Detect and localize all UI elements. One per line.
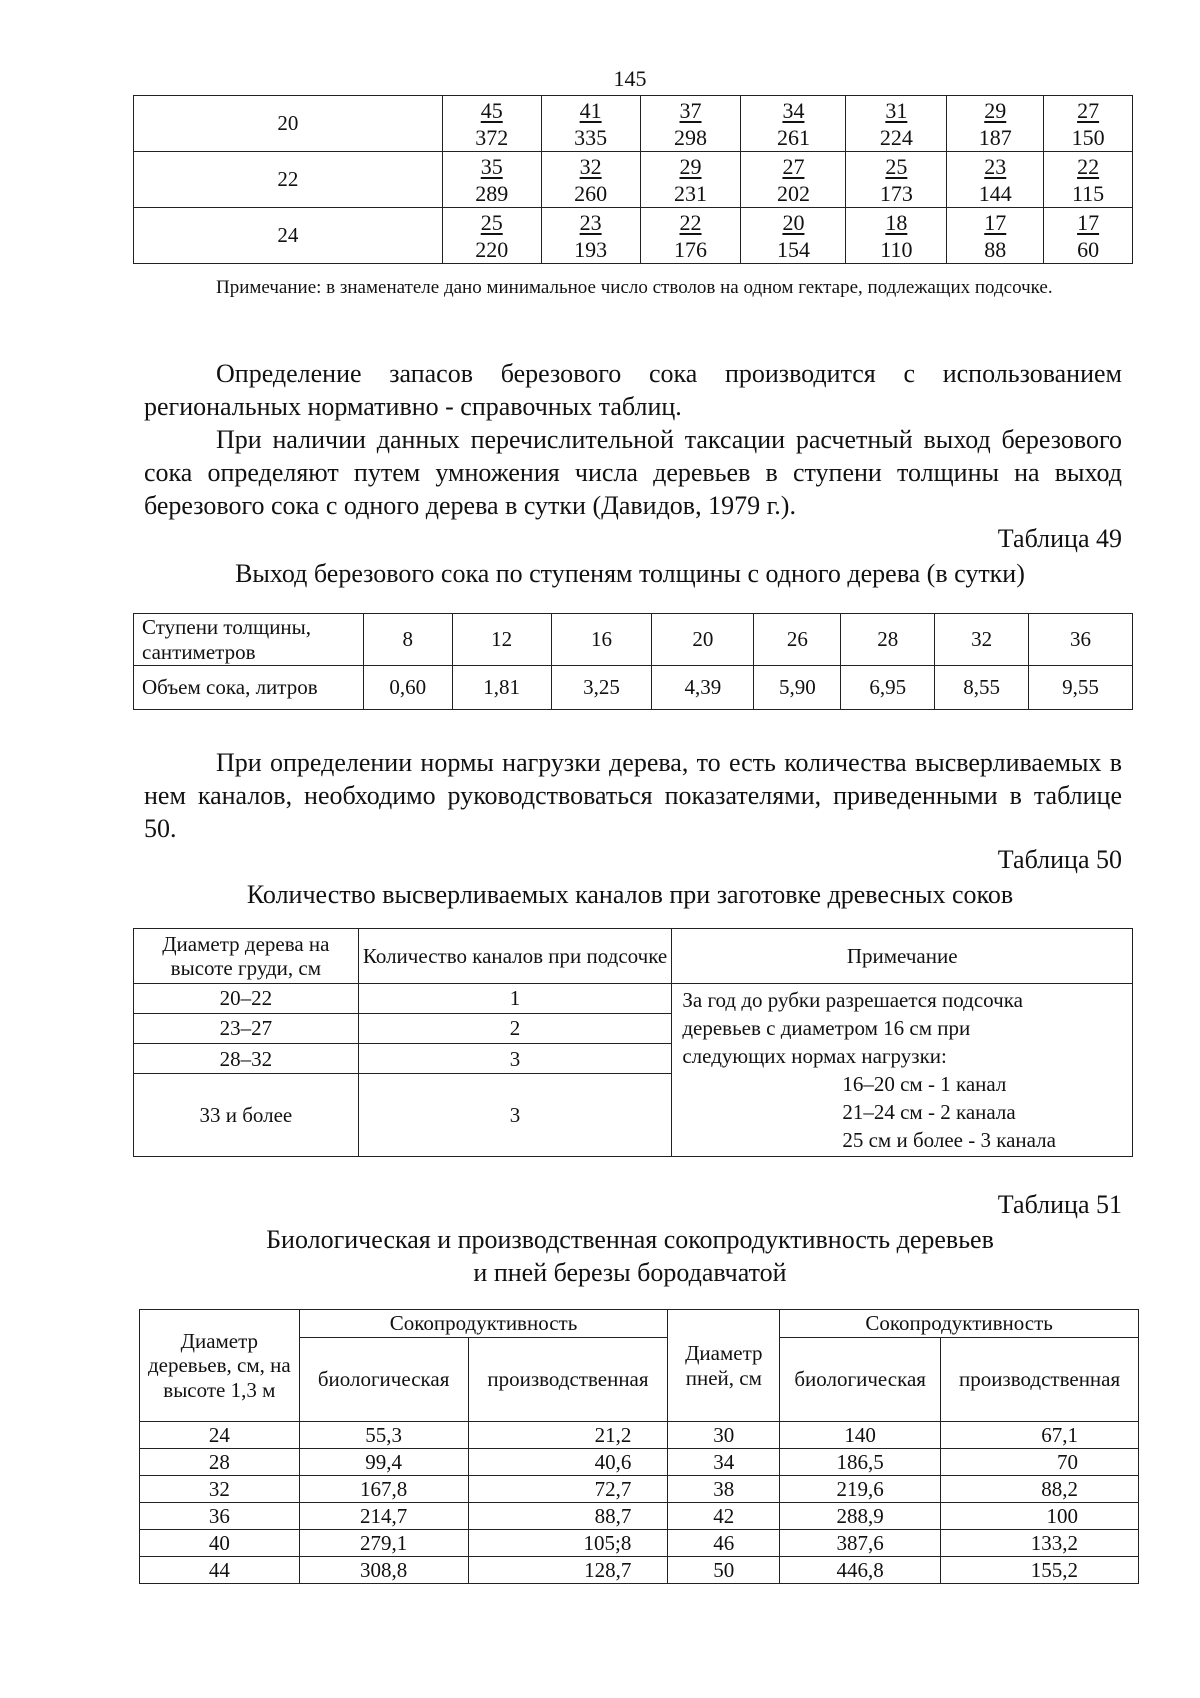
t51-cell: 42 (668, 1503, 780, 1530)
table50-label: Таблица 50 (997, 845, 1122, 874)
t49-volume-cell: 3,25 (551, 666, 652, 710)
t51-cell: 387,6 (780, 1530, 941, 1557)
fraction-denominator: 193 (574, 236, 608, 262)
t50-note-line: 16–20 см - 1 канал (842, 1072, 1007, 1096)
note-text: Примечание: в знаменателе дано минимальное число стволов на одном гектаре, подлежащих подсочке. (216, 277, 1053, 298)
table49-title: Выход березового сока по ступеням толщины с одного дерева (в сутки) (235, 559, 1025, 588)
table-row (140, 1503, 1139, 1530)
table49-label: Таблица 49 (997, 524, 1122, 553)
t51-cell: 88,2 (941, 1476, 1139, 1503)
t51-cell: 40,6 (468, 1449, 668, 1476)
fraction-numerator: 32 (579, 153, 602, 179)
t49-diameter-cell: 36 (1029, 614, 1133, 666)
table-row (140, 1449, 1139, 1476)
table51-label: Таблица 51 (997, 1190, 1122, 1219)
t51-cell: 105;8 (468, 1530, 668, 1557)
fraction-denominator: 176 (674, 236, 708, 262)
fraction-denominator: 187 (978, 124, 1012, 150)
top-table (133, 95, 1133, 264)
t50-note-line: 21–24 см - 2 канала (842, 1100, 1016, 1124)
t49-volume-cell: 4,39 (652, 666, 754, 710)
fraction-denominator: 289 (475, 180, 509, 206)
t51-cell: 28 (140, 1449, 300, 1476)
top-table-fraction-cell (846, 152, 947, 208)
fraction-denominator: 88 (984, 236, 1007, 262)
t51-cell: 100 (941, 1503, 1139, 1530)
fraction-numerator: 41 (579, 97, 602, 123)
fraction-denominator: 154 (776, 236, 810, 262)
fraction-numerator: 20 (782, 209, 805, 235)
top-table-fraction-cell (1044, 152, 1133, 208)
fraction-numerator: 29 (984, 97, 1007, 123)
fraction-denominator: 60 (1077, 236, 1100, 262)
t50-cell: 3 (358, 1044, 672, 1074)
table-row (140, 1530, 1139, 1557)
top-table-row-label: 22 (134, 152, 443, 208)
t51-cell: 36 (140, 1503, 300, 1530)
top-table-fraction-cell (541, 152, 640, 208)
t49-diameter-cell: 12 (452, 614, 551, 666)
t50-header-note: Примечание (672, 929, 1133, 984)
table-note (144, 274, 1122, 302)
top-table-fraction-cell (640, 96, 741, 152)
t50-cell: 23–27 (134, 1014, 359, 1044)
top-table-fraction-cell (846, 96, 947, 152)
t51-cell: 140 (780, 1422, 941, 1449)
t51-cell: 308,8 (299, 1557, 468, 1584)
t51-cell: 155,2 (941, 1557, 1139, 1584)
paragraph-3-text: При определении нормы нагрузки дерева, то есть количества высверливаемых в нем каналов, необходимо руководствоваться показателями, приведенными в таблице 50. (144, 748, 1122, 843)
t51-cell: 133,2 (941, 1530, 1139, 1557)
fraction-denominator: 372 (475, 124, 509, 150)
fraction-denominator: 144 (978, 180, 1012, 206)
top-table-fraction-cell (947, 152, 1044, 208)
t51-cell: 70 (941, 1449, 1139, 1476)
t50-cell: 20–22 (134, 984, 359, 1014)
fraction-numerator: 23 (984, 153, 1007, 179)
table-row (140, 1422, 1139, 1449)
t51-cell: 446,8 (780, 1557, 941, 1584)
t51-cell: 88,7 (468, 1503, 668, 1530)
t51-header-diam-stumps: Диаметр пней, см (668, 1310, 780, 1422)
t51-cell: 219,6 (780, 1476, 941, 1503)
fraction-numerator: 25 (885, 153, 908, 179)
top-table-fraction-cell (541, 208, 640, 264)
fraction-denominator: 298 (674, 124, 708, 150)
top-table-fraction-cell (640, 152, 741, 208)
t51-header-prod-2: производственная (941, 1338, 1139, 1422)
t51-cell: 32 (140, 1476, 300, 1503)
fraction-denominator: 202 (776, 180, 810, 206)
t49-volume-cell: 6,95 (841, 666, 935, 710)
t50-cell: 33 и более (134, 1074, 359, 1157)
table-row (140, 1557, 1139, 1584)
t51-cell: 21,2 (468, 1422, 668, 1449)
t50-note-line: За год до рубки разрешается подсочка (682, 988, 1023, 1012)
t50-cell: 3 (358, 1074, 672, 1157)
paragraph-2-text: При наличии данных перечислительной таксации расчетный выход березового сока определяют путем умножения числа деревьев в ступени толщины на выход березового сока с одного дерева в сутки (Давидов, 1979 г.). (144, 425, 1122, 520)
t51-header-sokoprod-1: Сокопродуктивность (299, 1310, 668, 1338)
paragraph-1 (144, 357, 1122, 522)
t49-volume-cell: 9,55 (1029, 666, 1133, 710)
t49-volume-cell: 8,55 (935, 666, 1029, 710)
fraction-denominator: 220 (475, 236, 509, 262)
top-table-fraction-cell (640, 208, 741, 264)
page-number: 145 (613, 66, 647, 91)
top-table-fraction-cell (741, 208, 846, 264)
fraction-denominator: 115 (1071, 180, 1105, 206)
t49-volume-cell: 1,81 (452, 666, 551, 710)
top-table-fraction-cell (1044, 208, 1133, 264)
t49-diameter-cell: 26 (754, 614, 841, 666)
t51-header-bio-1: биологическая (299, 1338, 468, 1422)
fraction-numerator: 22 (1077, 153, 1100, 179)
top-table-row-label: 24 (134, 208, 443, 264)
fraction-denominator: 231 (674, 180, 708, 206)
top-table-fraction-cell (741, 96, 846, 152)
fraction-numerator: 17 (984, 209, 1007, 235)
t51-cell: 44 (140, 1557, 300, 1584)
t51-cell: 67,1 (941, 1422, 1139, 1449)
top-table-fraction-cell (947, 96, 1044, 152)
t49-diameter-cell: 8 (363, 614, 452, 666)
table-49 (133, 613, 1133, 710)
t49-diameter-cell: 32 (935, 614, 1029, 666)
top-table-fraction-cell (442, 208, 541, 264)
t51-cell: 72,7 (468, 1476, 668, 1503)
t49-row1-header: Ступени толщины, сантиметров (134, 614, 364, 666)
fraction-numerator: 29 (679, 153, 702, 179)
t51-cell: 24 (140, 1422, 300, 1449)
t51-cell: 288,9 (780, 1503, 941, 1530)
table-51 (139, 1309, 1139, 1584)
t51-cell: 38 (668, 1476, 780, 1503)
t50-header-diameter: Диаметр дерева на высоте груди, см (134, 929, 359, 984)
top-table-fraction-cell (741, 152, 846, 208)
t49-volume-cell: 0,60 (363, 666, 452, 710)
paragraph-3 (144, 746, 1122, 845)
t50-note-line: деревьев с диаметром 16 см при (682, 1016, 971, 1040)
t50-cell: 28–32 (134, 1044, 359, 1074)
t49-diameter-cell: 20 (652, 614, 754, 666)
t51-cell: 167,8 (299, 1476, 468, 1503)
t49-diameter-cell: 28 (841, 614, 935, 666)
paragraph-1-text: Определение запасов березового сока производится с использованием региональных нормативно - справочных таблиц. (144, 359, 1122, 421)
table51-title-1: Биологическая и производственная сокопродуктивность деревьев (266, 1225, 994, 1254)
fraction-denominator: 173 (879, 180, 913, 206)
fraction-denominator: 260 (574, 180, 608, 206)
fraction-numerator: 18 (885, 209, 908, 235)
top-table-fraction-cell (442, 152, 541, 208)
t51-cell: 55,3 (299, 1422, 468, 1449)
t51-header-bio-2: биологическая (780, 1338, 941, 1422)
fraction-denominator: 261 (776, 124, 810, 150)
t50-header-channels: Количество каналов при подсочке (358, 929, 672, 984)
t51-cell: 99,4 (299, 1449, 468, 1476)
fraction-numerator: 22 (679, 209, 702, 235)
fraction-numerator: 31 (885, 97, 908, 123)
t50-cell: 1 (358, 984, 672, 1014)
fraction-denominator: 150 (1071, 124, 1105, 150)
table-row (140, 1476, 1139, 1503)
fraction-numerator: 45 (480, 97, 503, 123)
t51-cell: 34 (668, 1449, 780, 1476)
t49-row2-header: Объем сока, литров (134, 666, 364, 710)
t51-header-prod-1: производственная (468, 1338, 668, 1422)
t51-header-diam-trees: Диаметр деревьев, см, на высоте 1,3 м (140, 1310, 300, 1422)
t50-note-cell (672, 984, 1133, 1157)
t51-cell: 214,7 (299, 1503, 468, 1530)
fraction-numerator: 37 (679, 97, 702, 123)
t51-cell: 128,7 (468, 1557, 668, 1584)
fraction-numerator: 27 (782, 153, 805, 179)
table-50 (133, 928, 1133, 1157)
fraction-numerator: 27 (1077, 97, 1100, 123)
fraction-numerator: 35 (480, 153, 503, 179)
t50-cell: 2 (358, 1014, 672, 1044)
fraction-numerator: 25 (480, 209, 503, 235)
top-table-fraction-cell (442, 96, 541, 152)
top-table-fraction-cell (1044, 96, 1133, 152)
fraction-numerator: 23 (579, 209, 602, 235)
t51-cell: 186,5 (780, 1449, 941, 1476)
t49-volume-cell: 5,90 (754, 666, 841, 710)
table51-title-2: и пней березы бородавчатой (473, 1258, 787, 1287)
t51-cell: 30 (668, 1422, 780, 1449)
table50-title: Количество высверливаемых каналов при заготовке древесных соков (246, 880, 1014, 909)
fraction-denominator: 110 (880, 236, 913, 262)
t51-cell: 40 (140, 1530, 300, 1557)
fraction-numerator: 17 (1077, 209, 1100, 235)
top-table-fraction-cell (541, 96, 640, 152)
t49-diameter-cell: 16 (551, 614, 652, 666)
top-table-row-label: 20 (134, 96, 443, 152)
top-table-fraction-cell (846, 208, 947, 264)
fraction-numerator: 34 (782, 97, 805, 123)
t50-note-line: следующих нормах нагрузки: (682, 1044, 947, 1068)
fraction-denominator: 224 (879, 124, 913, 150)
t51-cell: 46 (668, 1530, 780, 1557)
t51-cell: 279,1 (299, 1530, 468, 1557)
t51-header-sokoprod-2: Сокопродуктивность (780, 1310, 1139, 1338)
t50-note-line: 25 см и более - 3 канала (842, 1128, 1056, 1152)
t51-cell: 50 (668, 1557, 780, 1584)
top-table-fraction-cell (947, 208, 1044, 264)
fraction-denominator: 335 (574, 124, 608, 150)
